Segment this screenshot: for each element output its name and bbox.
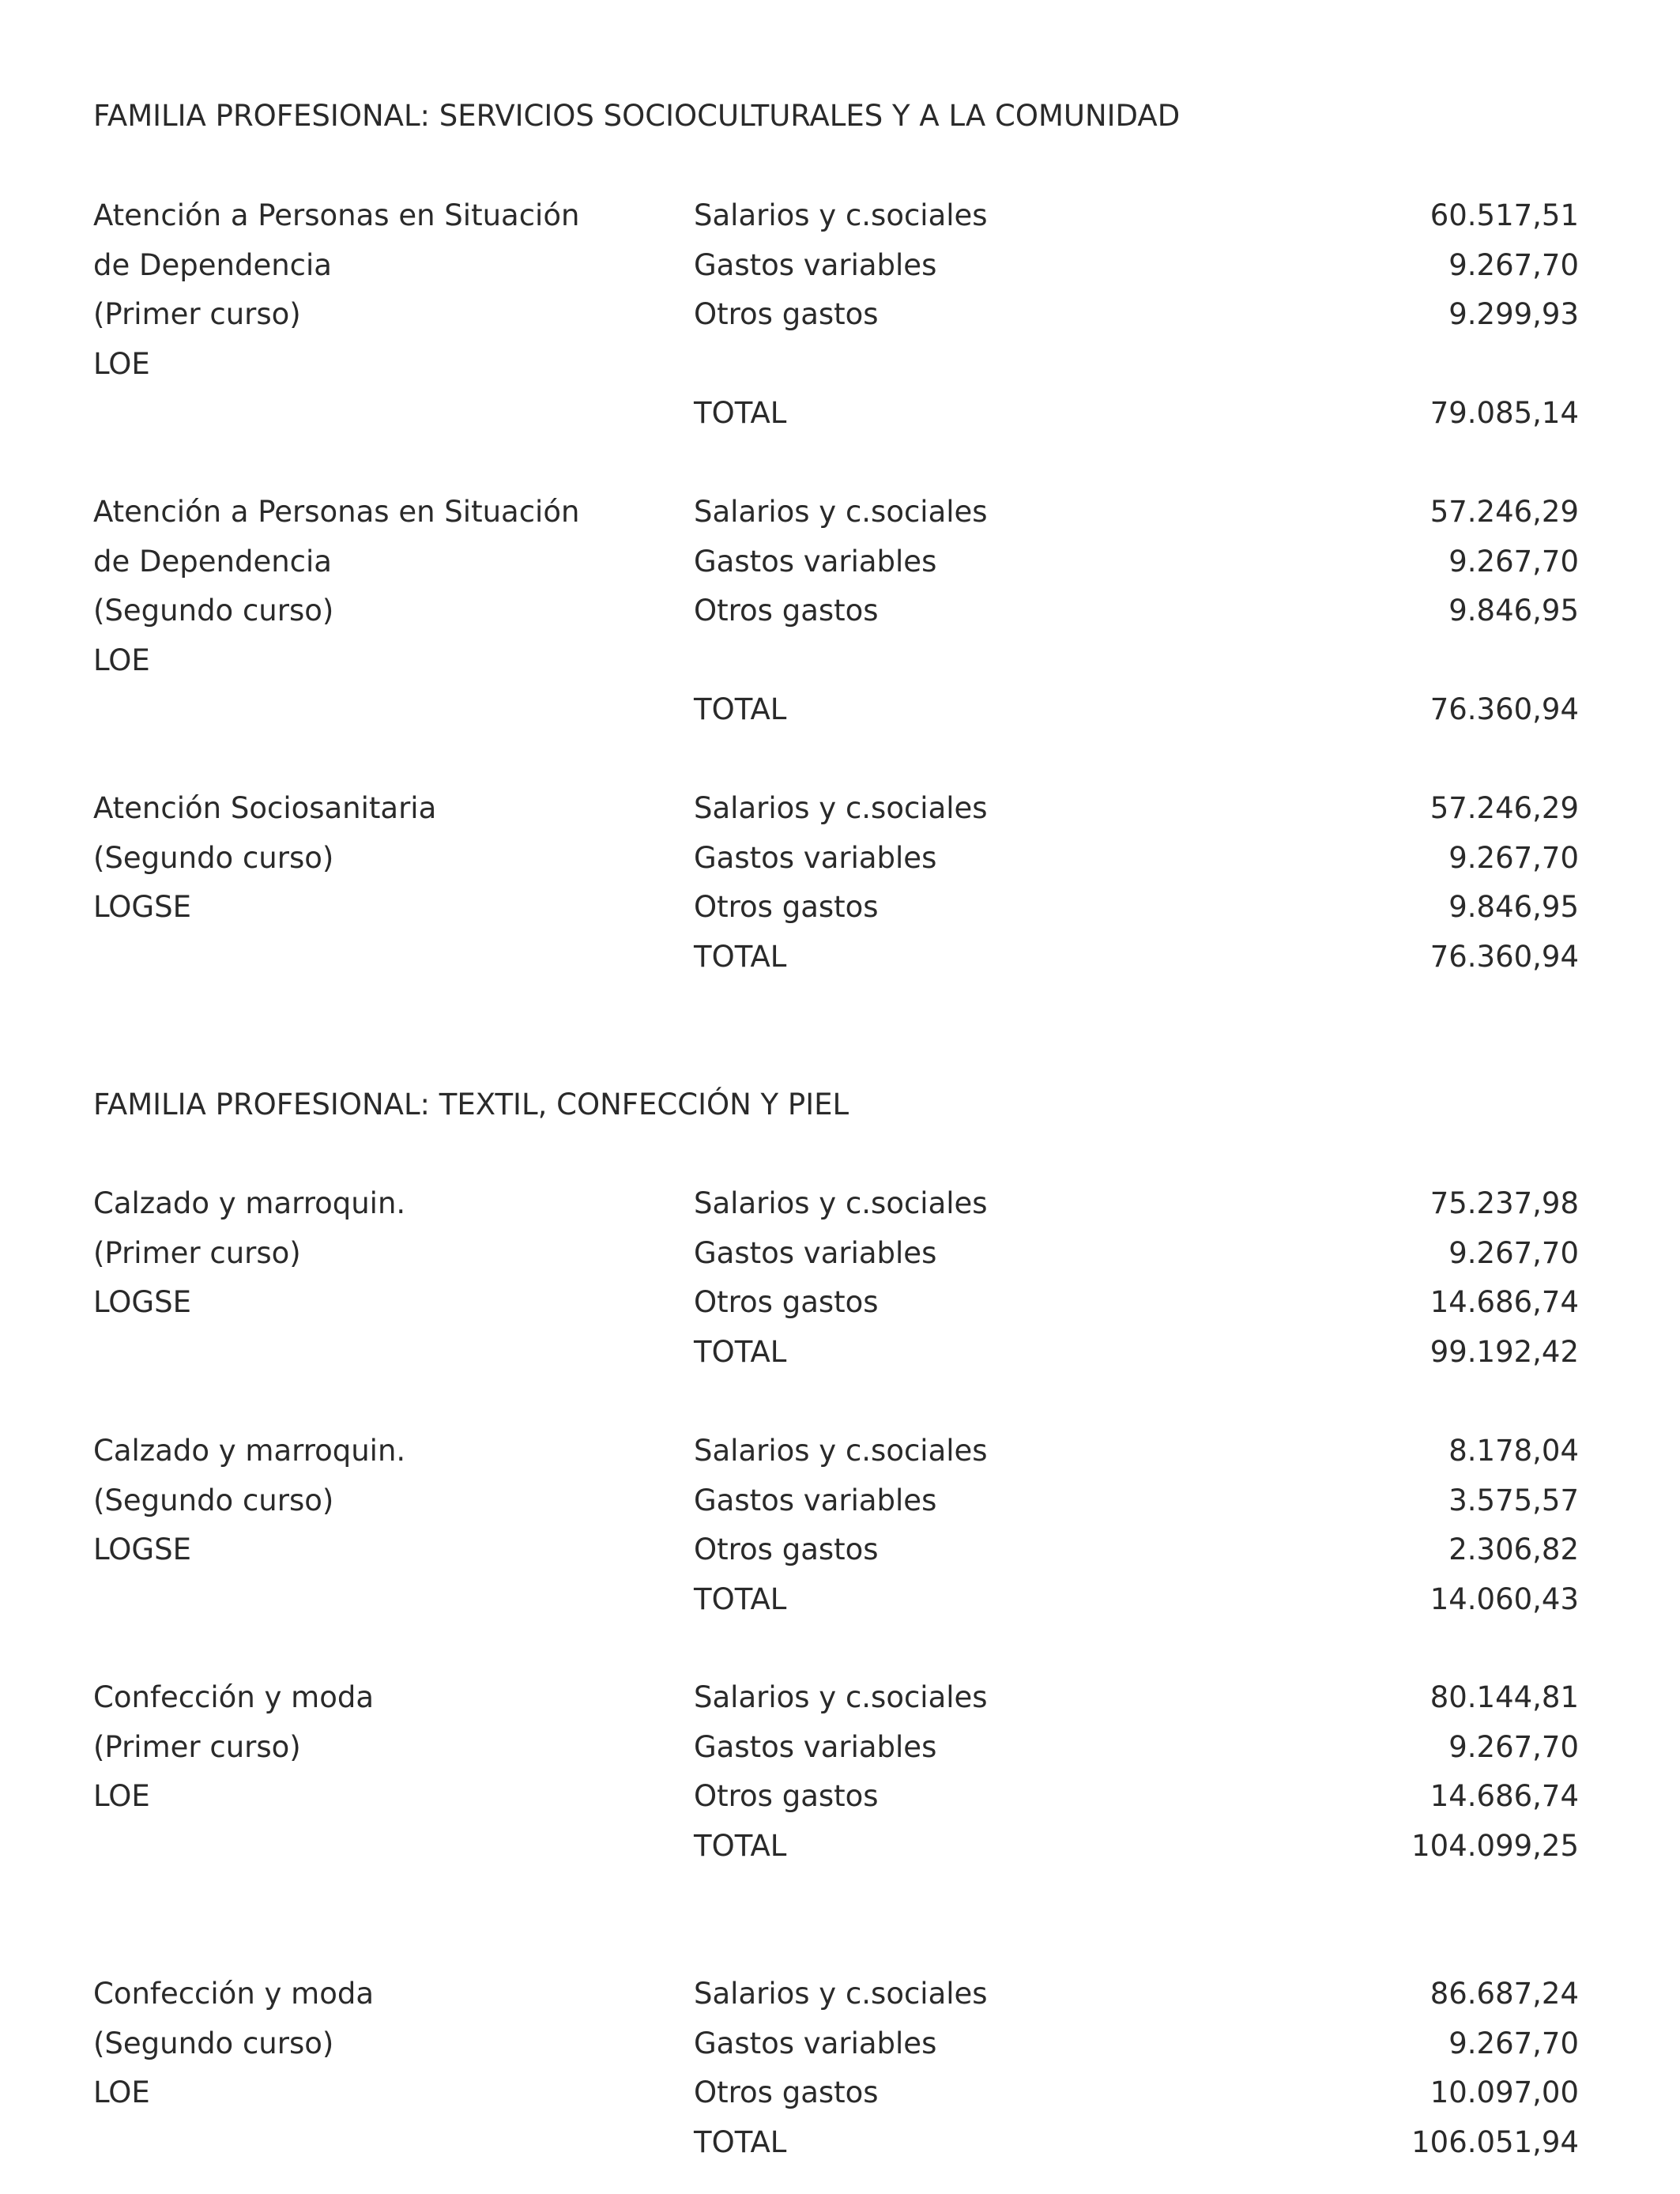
section-title: FAMILIA PROFESIONAL: SERVICIOS SOCIOCULTURALES Y A LA COMUNIDAD — [93, 99, 1181, 133]
entry-line — [93, 1723, 1579, 1773]
entry-line — [93, 389, 1579, 439]
program-name: LOGSE — [93, 1532, 191, 1566]
total-label: TOTAL — [694, 939, 787, 974]
cost-entry — [93, 784, 1579, 982]
cost-label: Otros gastos — [694, 2075, 879, 2109]
cost-label: Salarios y c.sociales — [694, 1434, 988, 1468]
cost-label: Otros gastos — [694, 1779, 879, 1813]
cost-label: Salarios y c.sociales — [694, 1977, 988, 2011]
cost-entry — [93, 1970, 1579, 2167]
total-value: 14.060,43 — [1430, 1581, 1579, 1616]
program-name: (Primer curso) — [93, 1235, 301, 1270]
total-value: 106.051,94 — [1411, 2124, 1579, 2159]
cost-value: 9.267,70 — [1448, 544, 1579, 579]
entry-line — [93, 685, 1579, 735]
cost-label: Salarios y c.sociales — [694, 495, 988, 529]
program-name: (Segundo curso) — [93, 840, 334, 875]
cost-value: 75.237,98 — [1430, 1186, 1579, 1220]
cost-label: Salarios y c.sociales — [694, 198, 988, 232]
entry-line — [93, 1575, 1579, 1625]
cost-label: Gastos variables — [694, 1235, 937, 1270]
cost-label: Salarios y c.sociales — [694, 1186, 988, 1220]
entry-line — [93, 636, 1579, 686]
cost-value: 14.686,74 — [1430, 1779, 1579, 1813]
entry-line — [93, 834, 1579, 884]
entry-line — [93, 290, 1579, 340]
total-label: TOTAL — [694, 396, 787, 430]
cost-value: 2.306,82 — [1448, 1532, 1579, 1566]
program-name: LOE — [93, 1779, 150, 1813]
total-label: TOTAL — [694, 2124, 787, 2159]
cost-entry — [93, 191, 1579, 439]
cost-label: Gastos variables — [694, 247, 937, 282]
cost-value: 9.267,70 — [1448, 1729, 1579, 1764]
program-name: (Segundo curso) — [93, 2026, 334, 2060]
cost-value: 80.144,81 — [1430, 1680, 1579, 1714]
cost-value: 3.575,57 — [1448, 1483, 1579, 1517]
cost-value: 57.246,29 — [1430, 791, 1579, 825]
program-name: Atención a Personas en Situación — [93, 198, 580, 232]
program-name: Confección y moda — [93, 1977, 375, 2011]
entry-line — [93, 488, 1579, 537]
cost-value: 9.267,70 — [1448, 1235, 1579, 1270]
cost-label: Gastos variables — [694, 1483, 937, 1517]
cost-value: 9.267,70 — [1448, 247, 1579, 282]
total-label: TOTAL — [694, 692, 787, 726]
cost-value: 86.687,24 — [1430, 1977, 1579, 2011]
cost-entry — [93, 1673, 1579, 1871]
entry-line — [93, 1179, 1579, 1229]
entry-line — [93, 1278, 1579, 1328]
total-label: TOTAL — [694, 1334, 787, 1369]
cost-label: Gastos variables — [694, 2026, 937, 2060]
entry-line — [93, 1525, 1579, 1575]
cost-value: 9.299,93 — [1448, 297, 1579, 331]
cost-entry — [93, 1179, 1579, 1377]
cost-label: Otros gastos — [694, 890, 879, 924]
cost-label: Otros gastos — [694, 1285, 879, 1319]
entry-line — [93, 586, 1579, 636]
total-value: 104.099,25 — [1411, 1828, 1579, 1863]
program-name: LOGSE — [93, 1285, 191, 1319]
cost-label: Salarios y c.sociales — [694, 791, 988, 825]
total-value: 79.085,14 — [1430, 396, 1579, 430]
cost-value: 9.267,70 — [1448, 2026, 1579, 2060]
total-value: 76.360,94 — [1430, 939, 1579, 974]
entry-line — [93, 2019, 1579, 2069]
entry-line — [93, 1427, 1579, 1476]
program-name: Atención a Personas en Situación — [93, 495, 580, 529]
cost-value: 9.846,95 — [1448, 594, 1579, 628]
total-label: TOTAL — [694, 1828, 787, 1863]
program-name: LOGSE — [93, 890, 191, 924]
cost-label: Otros gastos — [694, 594, 879, 628]
program-name: (Primer curso) — [93, 297, 301, 331]
program-name: (Segundo curso) — [93, 1483, 334, 1517]
cost-label: Salarios y c.sociales — [694, 1680, 988, 1714]
cost-value: 14.686,74 — [1430, 1285, 1579, 1319]
entry-line — [93, 933, 1579, 982]
cost-value: 8.178,04 — [1448, 1434, 1579, 1468]
cost-label: Otros gastos — [694, 297, 879, 331]
entry-line — [93, 537, 1579, 587]
program-name: Atención Sociosanitaria — [93, 791, 437, 825]
total-value: 76.360,94 — [1430, 692, 1579, 726]
entry-line — [93, 340, 1579, 390]
entry-line — [93, 241, 1579, 291]
cost-label: Gastos variables — [694, 544, 937, 579]
program-name: (Segundo curso) — [93, 594, 334, 628]
cost-label: Otros gastos — [694, 1532, 879, 1566]
program-name: Calzado y marroquin. — [93, 1186, 406, 1220]
cost-value: 9.267,70 — [1448, 840, 1579, 875]
cost-value: 9.846,95 — [1448, 890, 1579, 924]
entry-line — [93, 1229, 1579, 1279]
program-name: de Dependencia — [93, 247, 332, 282]
entry-line — [93, 191, 1579, 241]
total-value: 99.192,42 — [1430, 1334, 1579, 1369]
entry-line — [93, 1476, 1579, 1526]
entry-line — [93, 784, 1579, 834]
total-label: TOTAL — [694, 1581, 787, 1616]
entry-line — [93, 1673, 1579, 1723]
entry-line — [93, 1970, 1579, 2019]
entry-line — [93, 1328, 1579, 1378]
cost-label: Gastos variables — [694, 840, 937, 875]
cost-label: Gastos variables — [694, 1729, 937, 1764]
cost-entry — [93, 1427, 1579, 1624]
program-name: LOE — [93, 346, 150, 381]
program-name: LOE — [93, 2075, 150, 2109]
cost-value: 57.246,29 — [1430, 495, 1579, 529]
entry-line — [93, 2068, 1579, 2118]
program-name: de Dependencia — [93, 544, 332, 579]
entry-line — [93, 883, 1579, 933]
cost-value: 10.097,00 — [1430, 2075, 1579, 2109]
cost-entry — [93, 488, 1579, 735]
cost-value: 60.517,51 — [1430, 198, 1579, 232]
program-name: LOE — [93, 643, 150, 677]
program-name: Calzado y marroquin. — [93, 1434, 406, 1468]
entry-line — [93, 1772, 1579, 1822]
program-name: Confección y moda — [93, 1680, 375, 1714]
entry-line — [93, 1822, 1579, 1872]
entry-line — [93, 2118, 1579, 2168]
section-title: FAMILIA PROFESIONAL: TEXTIL, CONFECCIÓN Y PIEL — [93, 1088, 849, 1122]
program-name: (Primer curso) — [93, 1729, 301, 1764]
